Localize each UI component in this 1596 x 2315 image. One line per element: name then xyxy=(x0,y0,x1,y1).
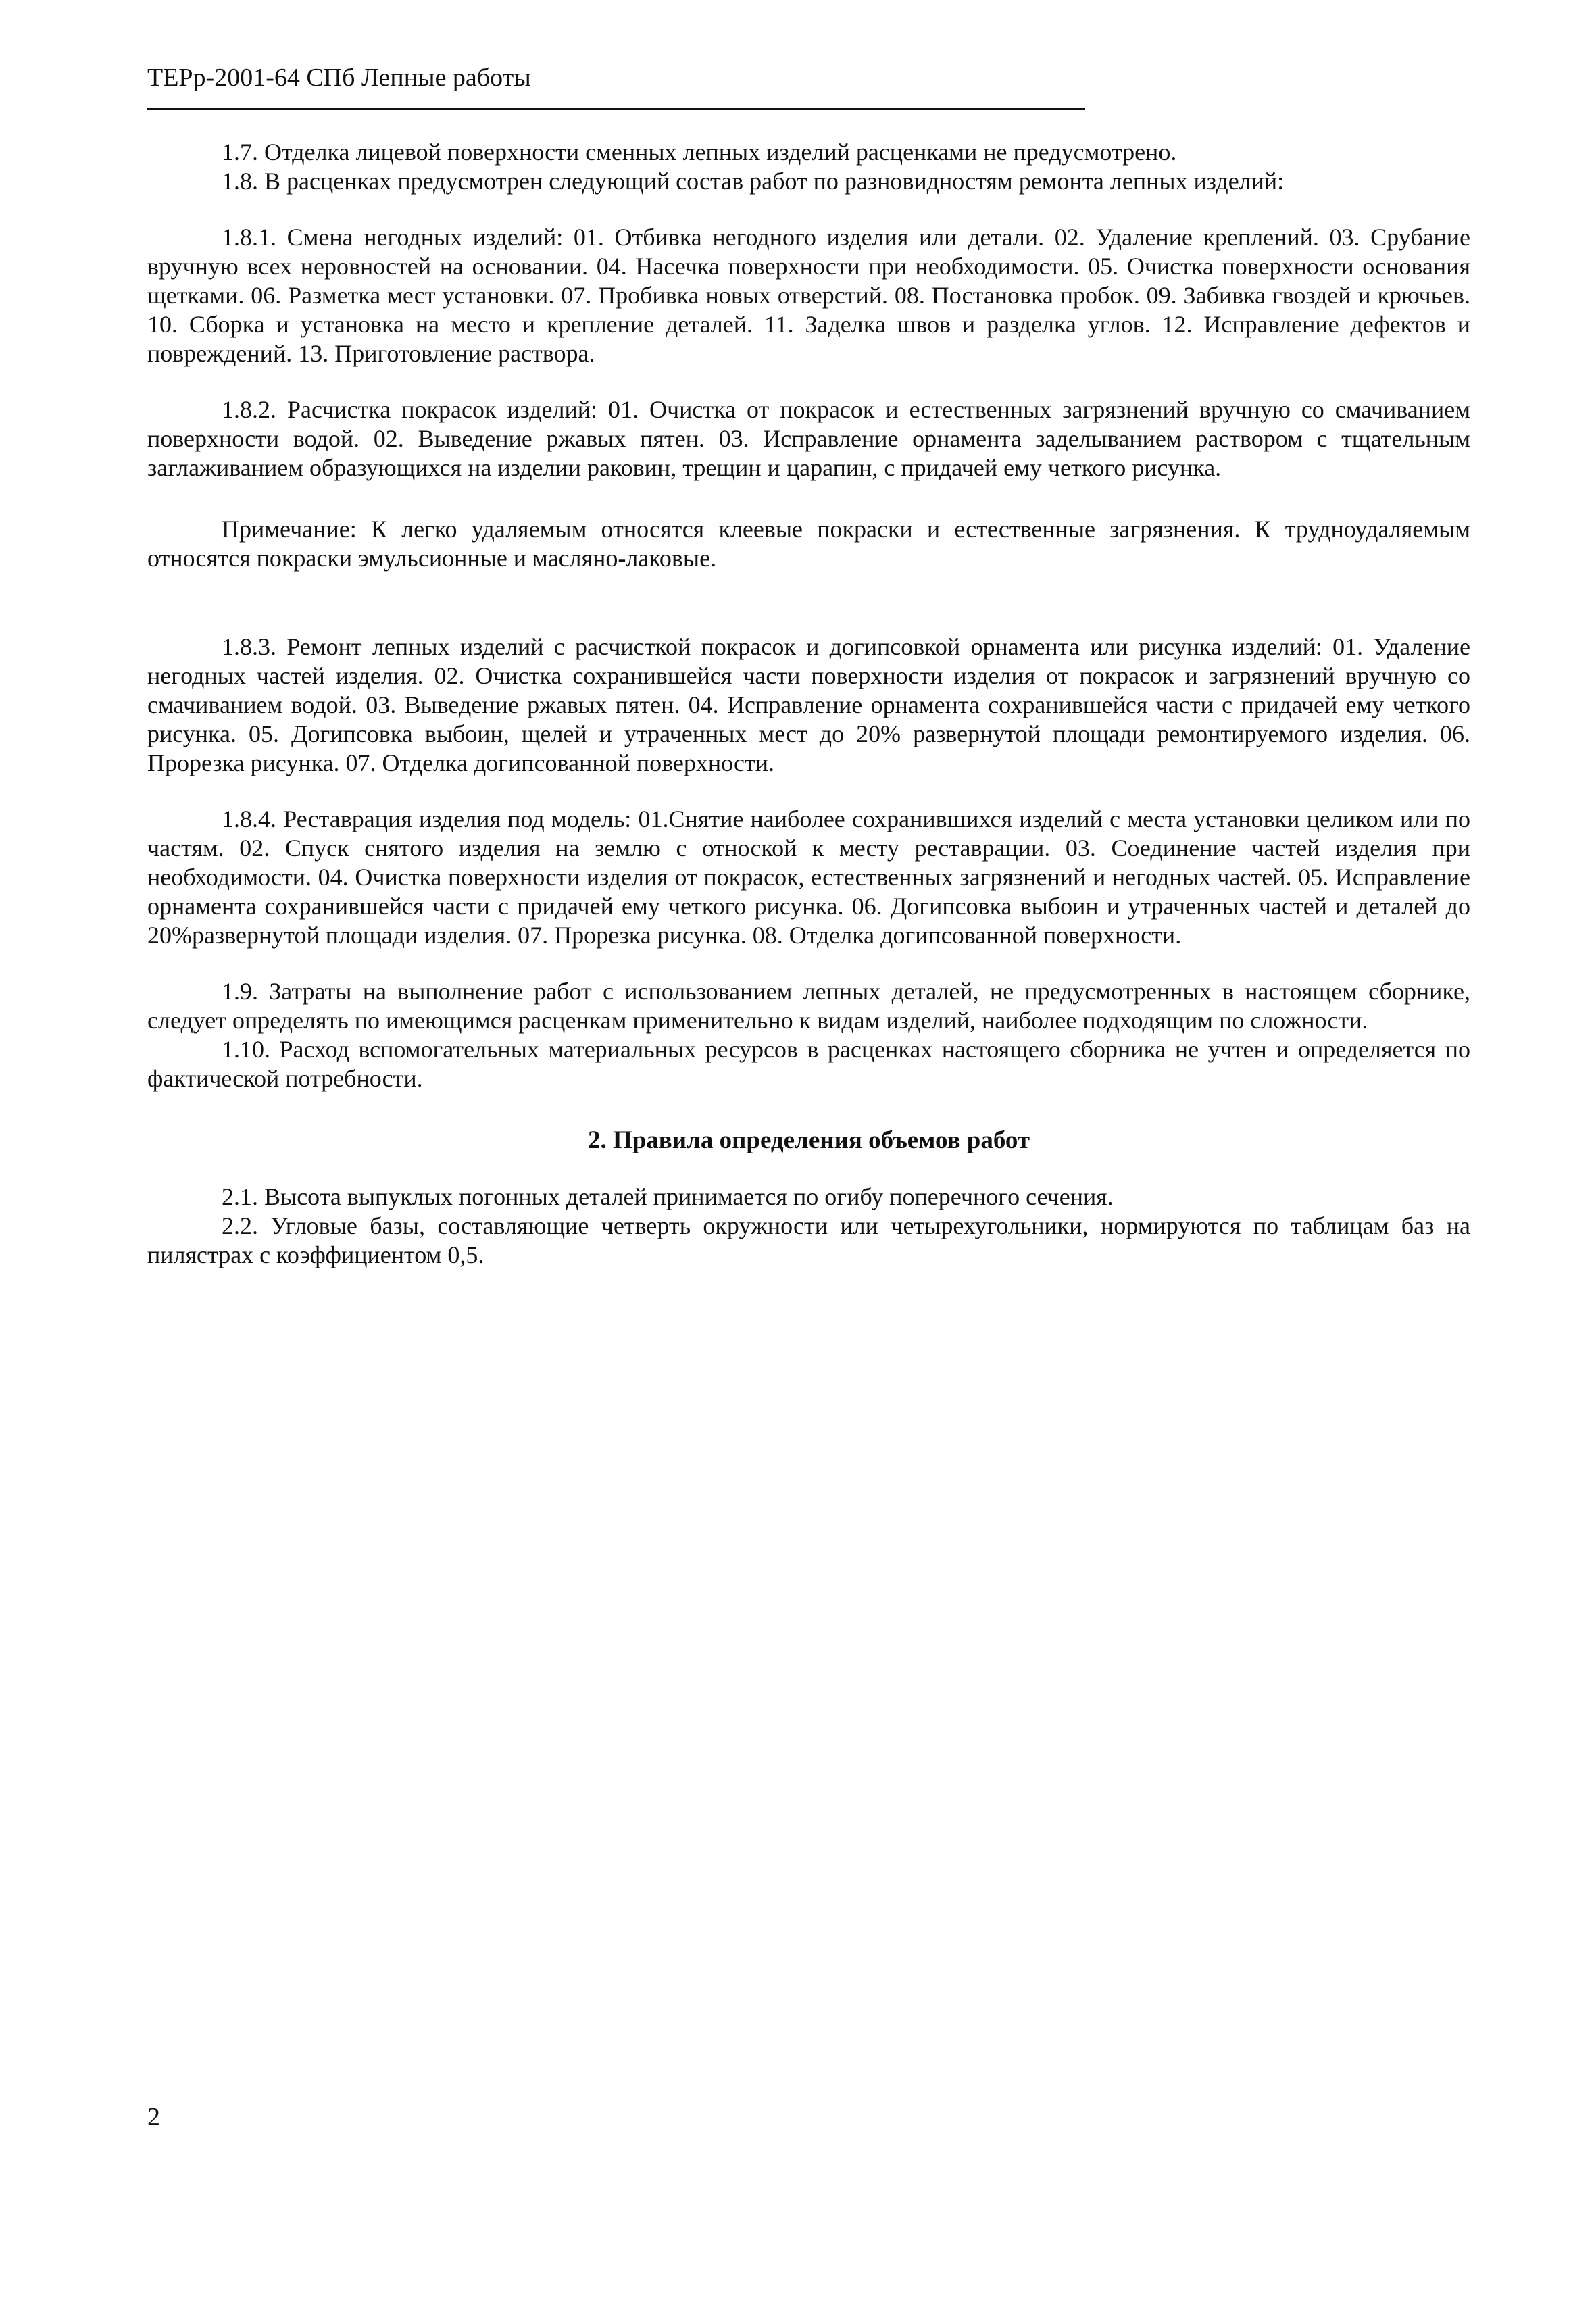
paragraph-1-8-2: 1.8.2. Расчистка покрасок изделий: 01. Очистка от покрасок и естественных загрязнений вручную со смачиванием поверхности водой. 02. Выведение ржавых пятен. 03. Исправление орнамента заделыванием раствором с тщательным заглаживанием образующихся на изделии раковин, трещин и царапин, с придачей ему четкого рисунка. xyxy=(147,396,1470,481)
paragraph-1-7: 1.7. Отделка лицевой поверхности сменных лепных изделий расценками не предусмотрено. xyxy=(222,139,1177,166)
section-2-title: 2. Правила определения объемов работ xyxy=(587,1126,1030,1154)
paragraph-1-8: 1.8. В расценках предусмотрен следующий состав работ по разновидностям ремонта лепных изделий: xyxy=(222,168,1285,195)
page-number: 2 xyxy=(147,2103,160,2131)
paragraph-2-1: 2.1. Высота выпуклых погонных деталей принимается по огибу поперечного сечения. xyxy=(222,1183,1114,1210)
paragraph-1-8-4: 1.8.4. Реставрация изделия под модель: 01.Снятие наиболее сохранившихся изделий с места установки целиком или по частям. 02. Спуск снятого изделия на землю с отноской к месту реставрации. 03. Соединение частей изделия при необходимости. 04. Очистка поверхности изделия от покрасок, естественных загрязнений и негодных частей. 05. Исправление орнамента сохранившейся части с придачей ему четкого рисунка. 06. Догипсовка выбоин и утраченных частей и деталей до 20%развернутой площади изделия. 07. Прорезка рисунка. 08. Отделка догипсованной поверхности. xyxy=(147,805,1470,949)
note-paragraph: Примечание: К легко удаляемым относятся клеевые покраски и естественные загрязнения. К трудноудаляемым относятся покраски эмульсионные и масляно-лаковые. xyxy=(147,516,1470,572)
document-body xyxy=(147,138,1470,1270)
header-divider xyxy=(147,108,1085,110)
paragraph-1-10: 1.10. Расход вспомогательных материальных ресурсов в расценках настоящего сборника не учтен и определяется по фактической потребности. xyxy=(147,1036,1470,1092)
paragraph-1-8-1: 1.8.1. Смена негодных изделий: 01. Отбивка негодного изделия или детали. 02. Удаление креплений. 03. Срубание вручную всех неровностей на основании. 04. Насечка поверхности при необходимости. 05. Очистка поверхности основания щетками. 06. Разметка мест установки. 07. Пробивка новых отверстий. 08. Постановка пробок. 09. Забивка гвоздей и крючьев. 10. Сборка и установка на место и крепление деталей. 11. Заделка швов и разделка углов. 12. Исправление дефектов и повреждений. 13. Приготовление раствора. xyxy=(147,224,1470,367)
paragraph-1-8-3: 1.8.3. Ремонт лепных изделий с расчисткой покрасок и догипсовкой орнамента или рисунка изделий: 01. Удаление негодных частей изделия. 02. Очистка сохранившейся части поверхности изделия от покрасок и загрязнений вручную со смачиванием водой. 03. Выведение ржавых пятен. 04. Исправление орнамента сохранившейся части с придачей ему четкого рисунка. 05. Догипсовка выбоин, щелей и утраченных мест до 20% развернутой площади ремонтируемого изделия. 06. Прорезка рисунка. 07. Отделка догипсованной поверхности. xyxy=(147,633,1470,776)
paragraph-1-9: 1.9. Затраты на выполнение работ с использованием лепных деталей, не предусмотренных в настоящем сборнике, следует определять по имеющимся расценкам применительно к видам изделий, наиболее подходящим по сложности. xyxy=(147,978,1470,1034)
page-header: ТЕРр-2001-64 СПб Лепные работы xyxy=(147,64,531,92)
paragraph-2-2: 2.2. Угловые базы, составляющие четверть окружности или четырехугольники, нормируются по таблицам баз на пилястрах с коэффициентом 0,5. xyxy=(147,1212,1470,1268)
